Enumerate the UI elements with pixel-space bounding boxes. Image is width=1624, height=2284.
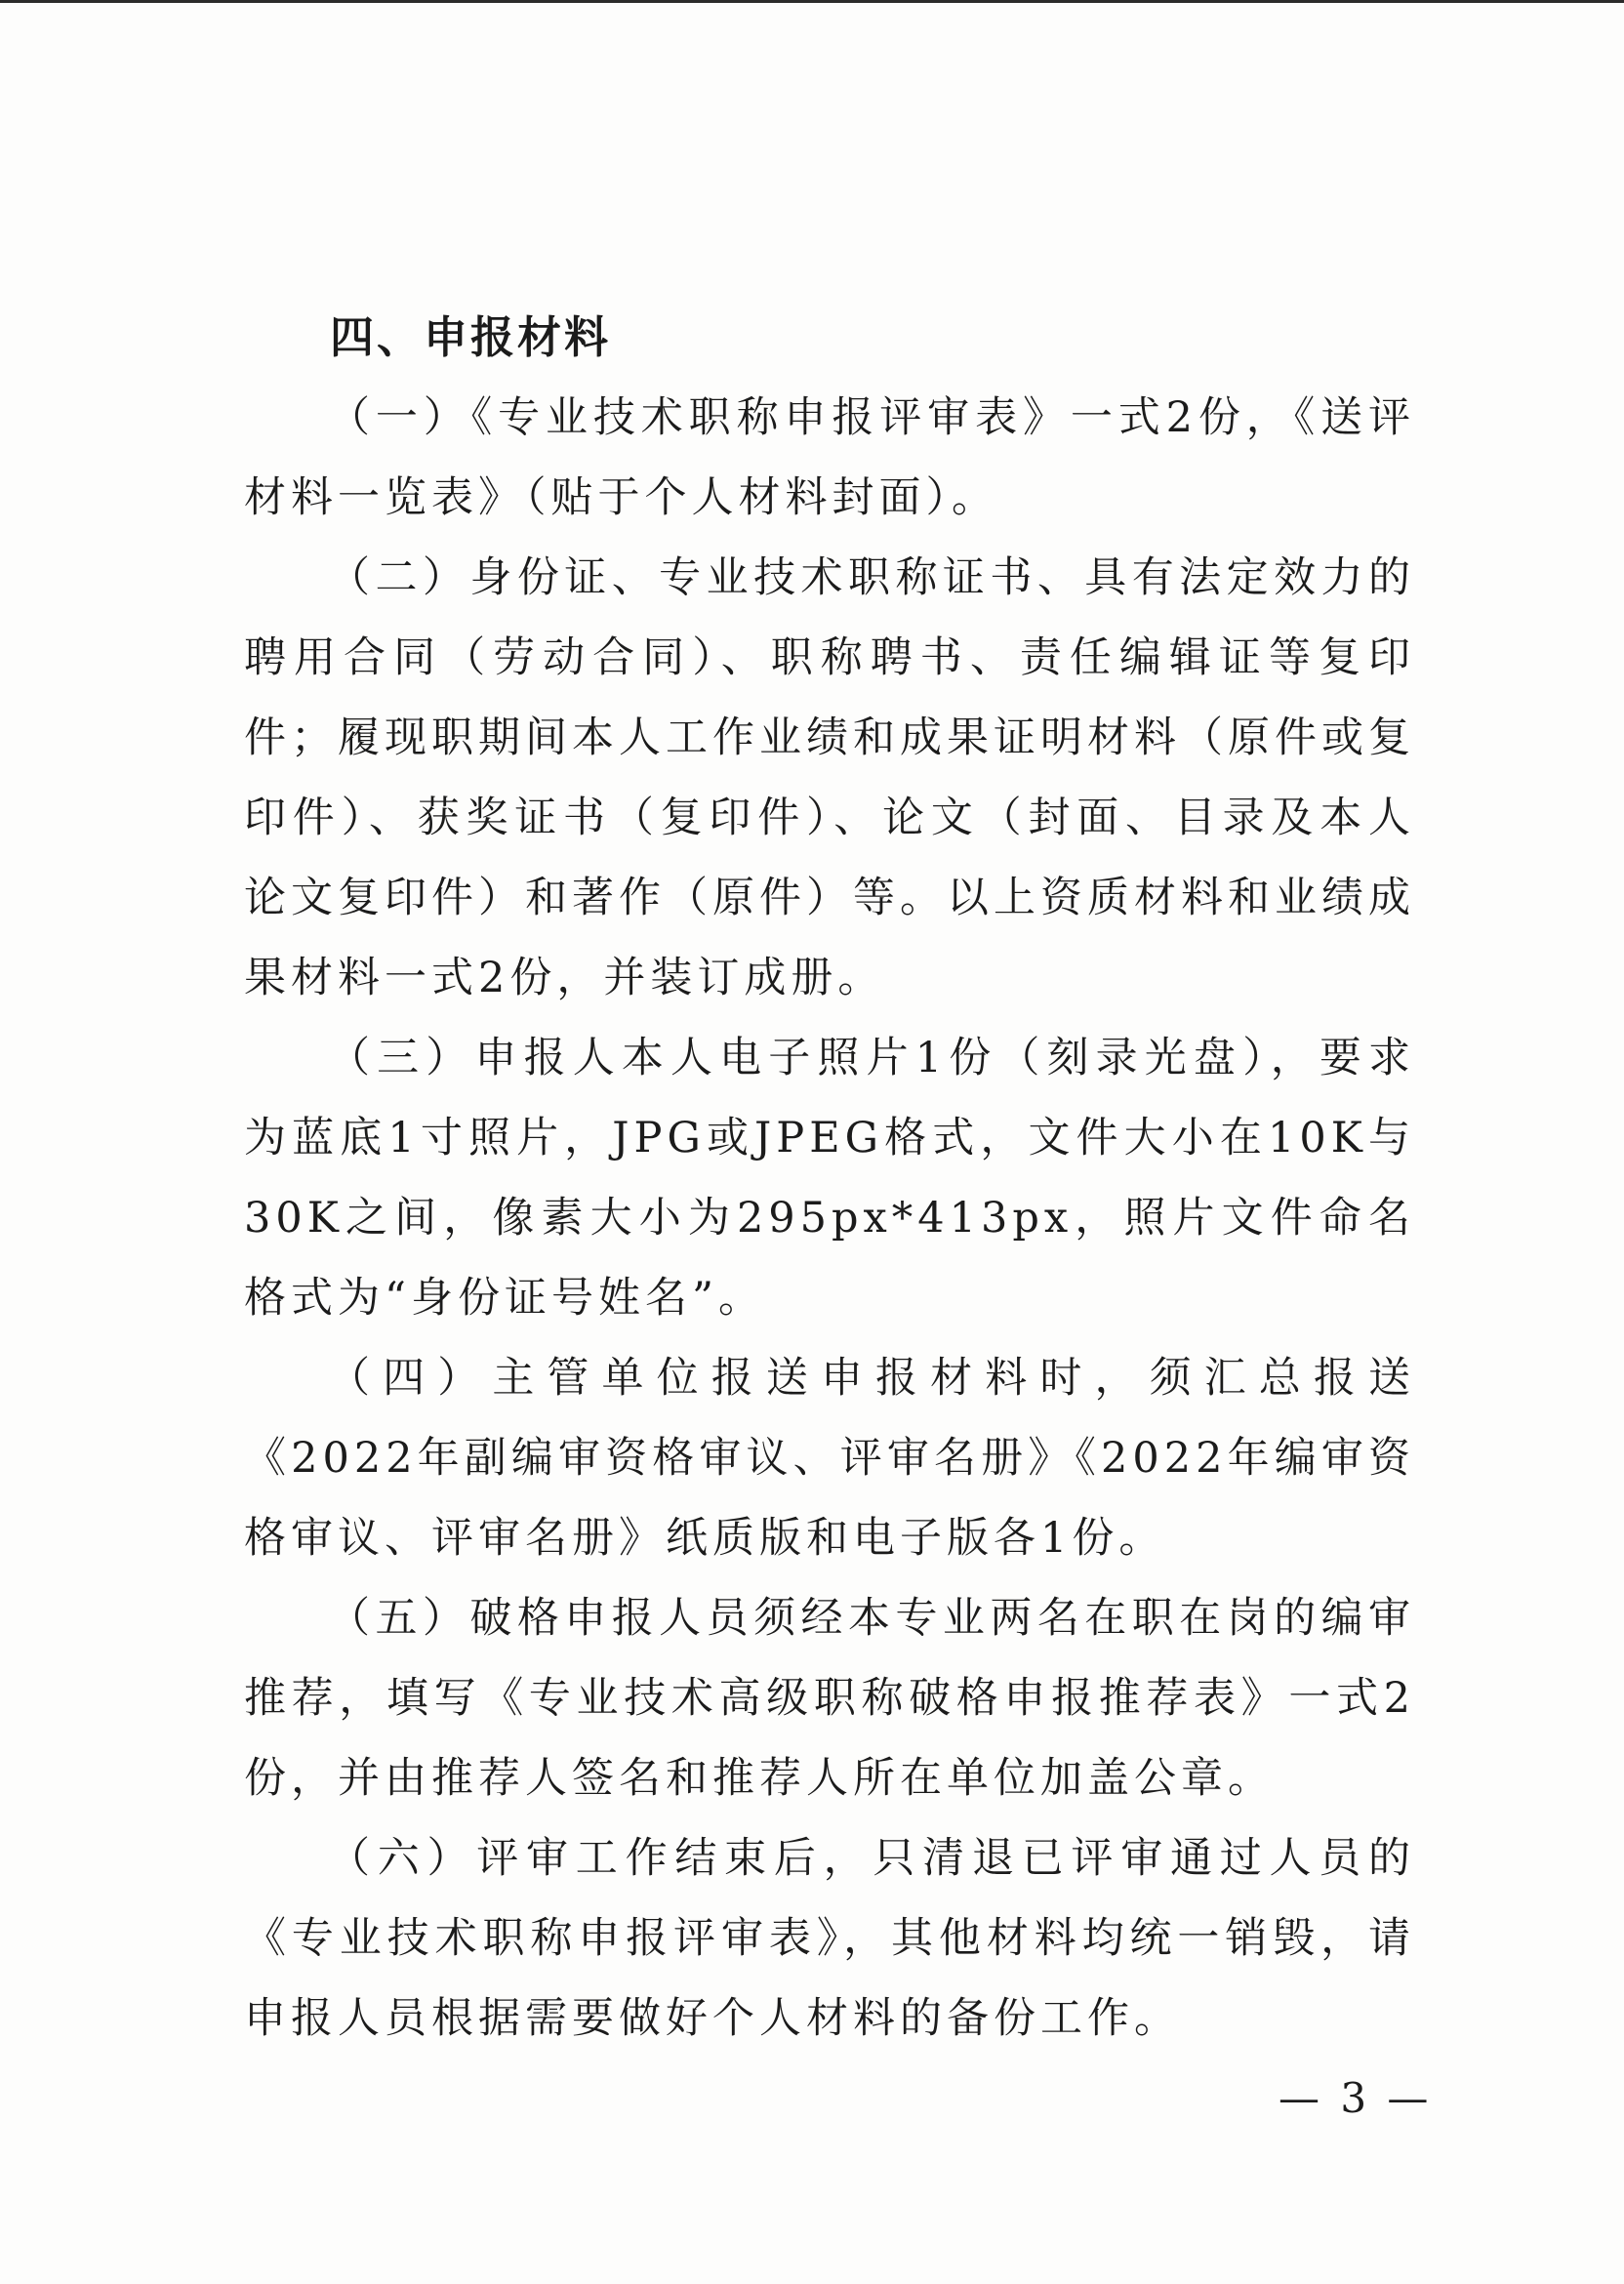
paragraph-5: （五）破格申报人员须经本专业两名在职在岗的编审推荐，填写《专业技术高级职称破格申报推荐表》一式2份，并由推荐人签名和推荐人所在单位加盖公章。: [244, 1594, 1415, 1803]
section-heading: 四、申报材料: [330, 311, 612, 363]
paragraph-3: （三）申报人本人电子照片1份（刻录光盘），要求为蓝底1寸照片，JPG或JPEG格式，文件大小在10K与30K之间，像素大小为295px*413px，照片文件命名格式为“身份证号姓名”。: [244, 1034, 1415, 1323]
page-number: — 3 —: [1279, 2074, 1433, 2122]
paragraph-1: （一）《专业技术职称申报评审表》一式2份，《送评材料一览表》（贴于个人材料封面）。: [244, 393, 1415, 522]
scan-top-edge: [0, 0, 1624, 3]
paragraph-4: （四）主管单位报送申报材料时，须汇总报送《2022年副编审资格审议、评审名册》《2022年编审资格审议、评审名册》纸质版和电子版各1份。: [244, 1354, 1415, 1563]
document-body: [244, 298, 1415, 2059]
paragraph-6: （六）评审工作结束后，只清退已评审通过人员的《专业技术职称申报评审表》，其他材料均统一销毁，请申报人员根据需要做好个人材料的备份工作。: [244, 1834, 1415, 2043]
paragraph-2: （二）身份证、专业技术职称证书、具有法定效力的聘用合同（劳动合同）、职称聘书、责任编辑证等复印件；履现职期间本人工作业绩和成果证明材料（原件或复印件）、获奖证书（复印件）、论文（封面、目录及本人论文复印件）和著作（原件）等。以上资质材料和业绩成果材料一式2份，并装订成册。: [244, 553, 1415, 1002]
